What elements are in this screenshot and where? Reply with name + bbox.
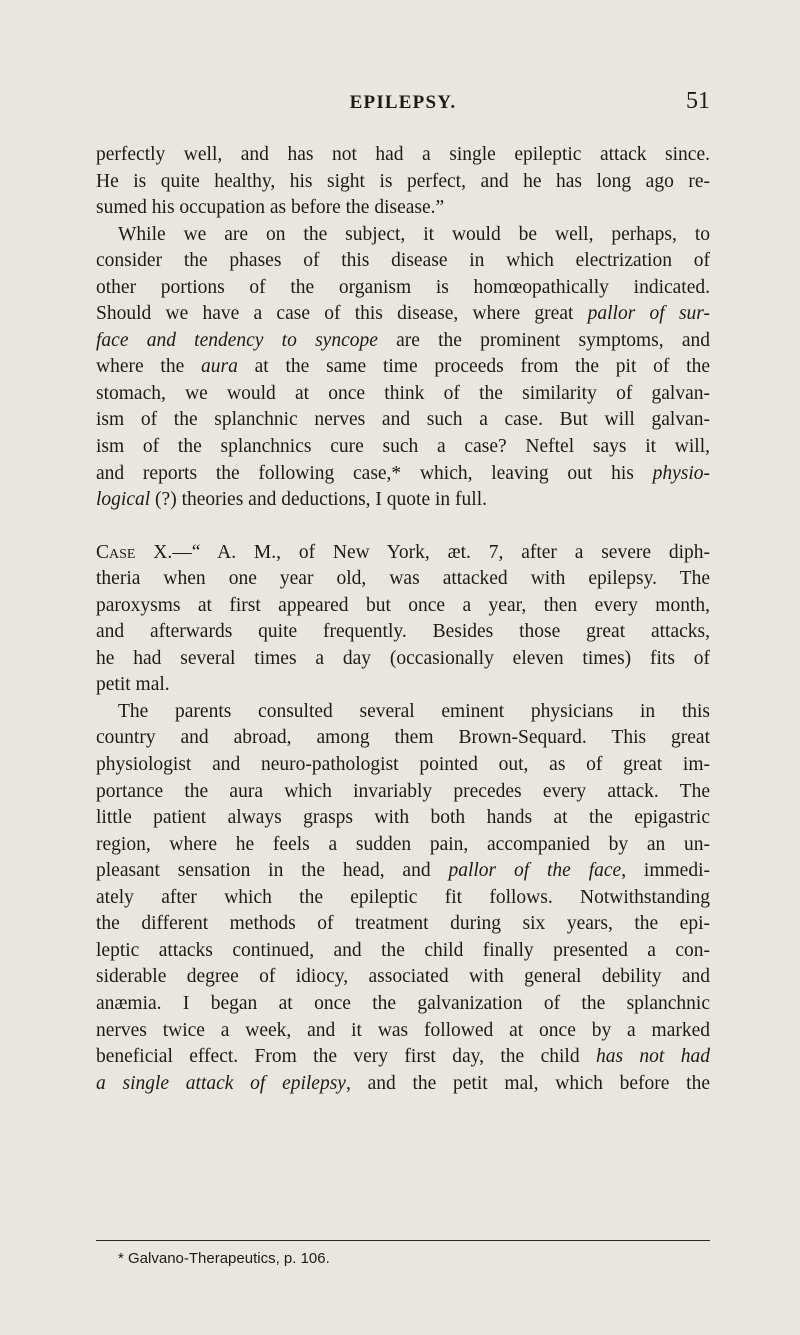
text-run: Should we have a case of this disease, where great [96,303,588,325]
paragraph-case [96,540,710,699]
text-line: physiologist and neuro-pathologist pointed out, as of great im- [96,754,710,776]
text-line [96,461,710,488]
text-line: ism of the splanchnics cure such a case? Neftel says it will, [96,436,710,458]
text-line: ism of the splanchnic nerves and such a case. But will galvan- [96,409,710,431]
text-line [96,858,710,885]
text-line [96,487,710,514]
text-line: perfectly well, and has not had a single epileptic attack since. [96,144,710,165]
text-line: The parents consulted several eminent physicians in this [118,700,710,722]
text-line: leptic attacks continued, and the child finally presented a con- [96,939,710,961]
text-line: region, where he feels a sudden pain, accompanied by an un- [96,833,710,855]
italic-run: face and tendency to syncope [96,329,378,351]
italic-run: aura [201,356,238,378]
italic-run: logical [96,489,151,511]
text-line: siderable degree of idiocy, associated with general debility and [96,966,710,988]
text-line: petit mal. [96,674,170,696]
text-line [96,354,710,381]
text-line: He is quite healthy, his sight is perfect, and he has long ago re- [96,170,710,192]
paragraph-4 [96,699,710,1097]
text-run: beneficial effect. From the very first day, the child [96,1046,596,1068]
text-line: paroxysms at first appeared but once a year, then every month, [96,594,710,616]
paragraph-gap [96,514,710,540]
italic-run: physio- [652,462,710,484]
paragraph-1 [96,142,710,222]
running-title: EPILEPSY. [349,92,457,113]
text-line: ately after which the epileptic fit follows. Notwithstanding [96,886,710,908]
text-run: and reports the following case,* which, leaving out his [96,462,653,484]
text-line: theria when one year old, was attacked with epilepsy. The [96,568,710,590]
text-run: where the [96,356,202,378]
italic-run: pallor of the face [448,860,622,882]
italic-run: a single attack of epilepsy [96,1072,346,1094]
text-run: are the prominent symptoms, and [377,329,710,351]
text-line: other portions of the organism is homœopathically indicated. [96,276,710,298]
text-line: nerves twice a week, and it was followed at once by a marked [96,1019,710,1041]
footnote-rule [96,1240,710,1241]
text-line: consider the phases of this disease in which electrization of [96,250,710,272]
italic-run: pallor of sur- [587,303,710,325]
paragraph-2 [96,222,710,514]
text-run: (?) theories and deductions, I quote in full. [150,489,487,511]
case-label: Case X. [96,541,173,563]
italic-run: has not had [595,1046,710,1068]
text-line: stomach, we would at once think of the similarity of galvan- [96,382,710,404]
text-line: While we are on the subject, it would be well, perhaps, to [118,223,710,245]
text-run: —“ A. M., of New York, æt. 7, after a severe diph- [172,541,710,563]
body-text [96,142,710,1097]
text-line [96,328,710,355]
text-line [96,301,710,328]
text-line: and afterwards quite frequently. Besides those great attacks, [96,621,710,643]
text-line [96,540,710,567]
text-run: at the same time proceeds from the pit of the [237,356,710,378]
text-line: country and abroad, among them Brown-Sequard. This great [96,727,710,749]
text-line: portance the aura which invariably precedes every attack. The [96,780,710,802]
text-run: pleasant sensation in the head, and [96,860,449,882]
text-line: he had several times a day (occasionally eleven times) fits of [96,647,710,669]
text-line: little patient always grasps with both hands at the epigastric [96,807,710,829]
footnote: * Galvano-Therapeutics, p. 106. [118,1250,330,1267]
text-line: the different methods of treatment during six years, the epi- [96,913,710,935]
text-line [96,1044,710,1071]
page-number: 51 [686,88,710,114]
page-header [96,88,710,118]
text-line: anæmia. I began at once the galvanization of the splanchnic [96,992,710,1014]
text-run: , immedi- [621,860,710,882]
text-line [96,1071,710,1098]
text-line: sumed his occupation as before the disease.” [96,197,445,219]
text-run: , and the petit mal, which before the [345,1072,710,1094]
